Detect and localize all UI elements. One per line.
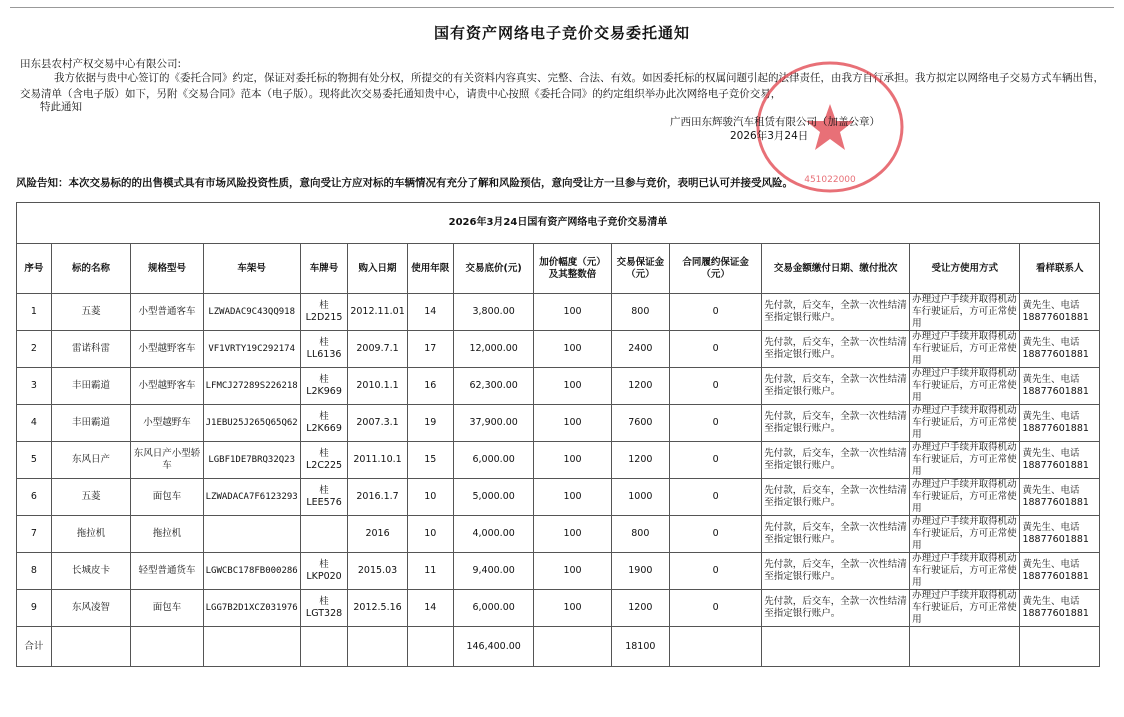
table-cell: 100 (534, 331, 611, 368)
table-cell (670, 627, 762, 667)
table-cell: 15 (407, 442, 453, 479)
table-cell: 拖拉机 (51, 516, 131, 553)
auction-list-table (16, 202, 1100, 667)
table-cell: 东风日产小型轿车 (131, 442, 203, 479)
table-cell: 黄先生、电话18877601881 (1020, 368, 1100, 405)
table-cell: 桂LL6136 (300, 331, 348, 368)
table-cell: 1200 (611, 590, 669, 627)
table-cell: 2016.1.7 (348, 479, 407, 516)
table-cell: 黄先生、电话18877601881 (1020, 479, 1100, 516)
table-cell: 黄先生、电话18877601881 (1020, 516, 1100, 553)
recipient: 田东县农村产权交易中心有限公司: (20, 58, 182, 70)
table-cell: 0 (670, 368, 762, 405)
table-cell: 9 (17, 590, 52, 627)
table-cell: 0 (670, 294, 762, 331)
table-cell: 先付款，后交车，全款一次性结清至指定银行账户。 (762, 479, 910, 516)
table-cell: 2011.10.1 (348, 442, 407, 479)
table-cell: 轻型普通货车 (131, 553, 203, 590)
table-cell: 黄先生、电话18877601881 (1020, 294, 1100, 331)
table-cell (203, 627, 300, 667)
table-cell: 8 (17, 553, 52, 590)
page-title: 国有资产网络电子竞价交易委托通知 (433, 24, 690, 42)
table-cell: 0 (670, 442, 762, 479)
table-cell: 长城皮卡 (51, 553, 131, 590)
total-row (17, 627, 1100, 667)
table-cell: 办理过户手续并取得机动车行驶证后，方可正常使用 (910, 331, 1020, 368)
table-cell (51, 627, 131, 667)
table-cell: 2 (17, 331, 52, 368)
table-cell: 4,000.00 (453, 516, 534, 553)
table-cell (762, 627, 910, 667)
table-cell: LGWCBC178FB000286 (203, 553, 300, 590)
table-cell: 办理过户手续并取得机动车行驶证后，方可正常使用 (910, 442, 1020, 479)
table-cell: 桂L2C225 (300, 442, 348, 479)
table-cell: 11 (407, 553, 453, 590)
table-cell: 100 (534, 516, 611, 553)
body-closing: 特此通知 (40, 101, 82, 113)
table-cell: 7 (17, 516, 52, 553)
table-cell: 2012.5.16 (348, 590, 407, 627)
table-cell: 10 (407, 516, 453, 553)
table-cell: 小型普通客车 (131, 294, 203, 331)
table-cell: 100 (534, 442, 611, 479)
table-cell: 14 (407, 294, 453, 331)
table-cell: 2015.03 (348, 553, 407, 590)
table-cell: 1900 (611, 553, 669, 590)
table-cell: 小型越野车 (131, 405, 203, 442)
table-cell: 100 (534, 405, 611, 442)
total-label: 合计 (17, 627, 52, 667)
table-cell: 2400 (611, 331, 669, 368)
table-cell: 100 (534, 479, 611, 516)
table-cell: 800 (611, 294, 669, 331)
table-cell: 9,400.00 (453, 553, 534, 590)
table-cell: 丰田霸道 (51, 368, 131, 405)
table-cell: LGG7B2D1XCZ031976 (203, 590, 300, 627)
table-cell: 16 (407, 368, 453, 405)
table-row (17, 405, 1100, 442)
table-cell: 6 (17, 479, 52, 516)
column-header: 标的名称 (51, 244, 131, 294)
table-cell: 五菱 (51, 479, 131, 516)
table-cell: 先付款，后交车，全款一次性结清至指定银行账户。 (762, 516, 910, 553)
table-cell: 小型越野客车 (131, 368, 203, 405)
table-cell: LGBF1DE7BRQ32Q23 (203, 442, 300, 479)
risk-notice: 风险告知：本次交易标的的出售模式具有市场风险投资性质，意向受让方应对标的车辆情况有充分了解和风险预估，意向受让方一旦参与竞价，表明已认可并接受风险。 (16, 177, 793, 189)
table-cell: 办理过户手续并取得机动车行驶证后，方可正常使用 (910, 405, 1020, 442)
table-row (17, 331, 1100, 368)
table-cell: 先付款，后交车，全款一次性结清至指定银行账户。 (762, 368, 910, 405)
column-header: 交易保证金（元） (611, 244, 669, 294)
column-header: 交易底价(元) (453, 244, 534, 294)
table-cell: 东风日产 (51, 442, 131, 479)
table-cell: 100 (534, 294, 611, 331)
table-cell: 小型越野客车 (131, 331, 203, 368)
table-cell: 黄先生、电话18877601881 (1020, 590, 1100, 627)
table-cell (1020, 627, 1100, 667)
table-cell (203, 516, 300, 553)
body-paragraph: 我方依据与贵中心签订的《委托合同》约定，保证对委托标的物拥有处分权，所提交的有关资料内容真实、完整、合法、有效。如因委托标的权属问题引起的法律责任，由我方自行承担。我方拟定以网络电子交易方式车辆出售，交易清单（含电子版）如下，另附《交易合同》范本（电子版）。现将此次交易委托通知贵中心，请贵中心按照《委托合同》的约定组织举办此次网络电子竞价交易， (20, 72, 1104, 100)
table-cell: 14 (407, 590, 453, 627)
table-cell: 2009.7.1 (348, 331, 407, 368)
table-row (17, 590, 1100, 627)
table-cell: 3,800.00 (453, 294, 534, 331)
table-cell: 37,900.00 (453, 405, 534, 442)
table-cell: 雷诺科雷 (51, 331, 131, 368)
table-cell (534, 627, 611, 667)
table-cell: VF1VRTY19C292174 (203, 331, 300, 368)
table-cell: 黄先生、电话18877601881 (1020, 553, 1100, 590)
column-header: 加价幅度（元）及其整数倍 (534, 244, 611, 294)
column-header: 车牌号 (300, 244, 348, 294)
column-header: 使用年限 (407, 244, 453, 294)
table-cell: 19 (407, 405, 453, 442)
table-title: 2026年3月24日国有资产网络电子竞价交易清单 (17, 203, 1100, 244)
table-cell: 0 (670, 553, 762, 590)
table-cell: 先付款，后交车，全款一次性结清至指定银行账户。 (762, 442, 910, 479)
table-cell: 17 (407, 331, 453, 368)
table-cell: 0 (670, 331, 762, 368)
table-row (17, 368, 1100, 405)
table-cell: 桂LKP020 (300, 553, 348, 590)
table-cell: 桂L2D215 (300, 294, 348, 331)
table-cell: 先付款，后交车，全款一次性结清至指定银行账户。 (762, 590, 910, 627)
total-price: 146,400.00 (453, 627, 534, 667)
table-cell: 黄先生、电话18877601881 (1020, 331, 1100, 368)
table-cell: 0 (670, 516, 762, 553)
table-cell: 先付款，后交车，全款一次性结清至指定银行账户。 (762, 331, 910, 368)
table-cell: 12,000.00 (453, 331, 534, 368)
table-cell (300, 627, 348, 667)
column-header: 序号 (17, 244, 52, 294)
table-cell: 6,000.00 (453, 442, 534, 479)
table-cell: 0 (670, 590, 762, 627)
table-cell: 62,300.00 (453, 368, 534, 405)
table-cell: LFMCJ27289S226218 (203, 368, 300, 405)
table-cell: 办理过户手续并取得机动车行驶证后，方可正常使用 (910, 294, 1020, 331)
table-cell: 桂L2K969 (300, 368, 348, 405)
table-row (17, 479, 1100, 516)
table-cell: 1200 (611, 442, 669, 479)
table-cell: 2012.11.01 (348, 294, 407, 331)
table-cell: 办理过户手续并取得机动车行驶证后，方可正常使用 (910, 368, 1020, 405)
table-cell (131, 627, 203, 667)
table-cell: 桂LEE576 (300, 479, 348, 516)
svg-text:451022000: 451022000 (804, 175, 856, 185)
table-cell (910, 627, 1020, 667)
column-header: 购入日期 (348, 244, 407, 294)
table-cell: 先付款，后交车，全款一次性结清至指定银行账户。 (762, 294, 910, 331)
table-cell: 10 (407, 479, 453, 516)
table-cell (300, 516, 348, 553)
table-cell: 黄先生、电话18877601881 (1020, 442, 1100, 479)
table-cell: 800 (611, 516, 669, 553)
table-cell: 面包车 (131, 479, 203, 516)
table-cell: 5 (17, 442, 52, 479)
table-cell: 面包车 (131, 590, 203, 627)
table-row (17, 294, 1100, 331)
table-cell: 100 (534, 553, 611, 590)
table-cell: 丰田霸道 (51, 405, 131, 442)
table-cell: 办理过户手续并取得机动车行驶证后，方可正常使用 (910, 553, 1020, 590)
table-cell: 桂LGT328 (300, 590, 348, 627)
table-cell: 1000 (611, 479, 669, 516)
table-cell: 0 (670, 479, 762, 516)
table-cell: 东风凌智 (51, 590, 131, 627)
signature-date: 2026年3月24日 (730, 130, 809, 142)
table-cell (348, 627, 407, 667)
total-deposit: 18100 (611, 627, 669, 667)
column-header: 规格型号 (131, 244, 203, 294)
top-rule (10, 7, 1114, 8)
table-cell: 0 (670, 405, 762, 442)
table-cell: J1EBU25J265Q65Q62 (203, 405, 300, 442)
table-cell: 办理过户手续并取得机动车行驶证后，方可正常使用 (910, 479, 1020, 516)
table-cell: 1200 (611, 368, 669, 405)
table-cell: 1 (17, 294, 52, 331)
signer-name: 广西田东辉骏汽车租赁有限公司（加盖公章） (670, 116, 880, 128)
table-cell: 拖拉机 (131, 516, 203, 553)
table-cell: 5,000.00 (453, 479, 534, 516)
table-cell: 100 (534, 590, 611, 627)
table-cell: 2007.3.1 (348, 405, 407, 442)
column-header: 车架号 (203, 244, 300, 294)
table-cell: 先付款，后交车，全款一次性结清至指定银行账户。 (762, 553, 910, 590)
table-cell: 先付款，后交车，全款一次性结清至指定银行账户。 (762, 405, 910, 442)
column-header: 合同履约保证金（元） (670, 244, 762, 294)
table-cell: 7600 (611, 405, 669, 442)
column-header: 受让方使用方式 (910, 244, 1020, 294)
table-cell: 4 (17, 405, 52, 442)
column-header: 看样联系人 (1020, 244, 1100, 294)
table-cell: 黄先生、电话18877601881 (1020, 405, 1100, 442)
column-header: 交易金额缴付日期、缴付批次 (762, 244, 910, 294)
table-cell: 2010.1.1 (348, 368, 407, 405)
table-cell: 桂L2K669 (300, 405, 348, 442)
table-cell: 2016 (348, 516, 407, 553)
table-cell: LZWADACA7F6123293 (203, 479, 300, 516)
table-row (17, 516, 1100, 553)
table-cell (407, 627, 453, 667)
table-cell: 3 (17, 368, 52, 405)
table-row (17, 442, 1100, 479)
table-cell: 五菱 (51, 294, 131, 331)
table-row (17, 553, 1100, 590)
table-cell: 办理过户手续并取得机动车行驶证后，方可正常使用 (910, 516, 1020, 553)
table-cell: LZWADAC9C43QQ918 (203, 294, 300, 331)
table-cell: 办理过户手续并取得机动车行驶证后，方可正常使用 (910, 590, 1020, 627)
table-cell: 6,000.00 (453, 590, 534, 627)
table-cell: 100 (534, 368, 611, 405)
